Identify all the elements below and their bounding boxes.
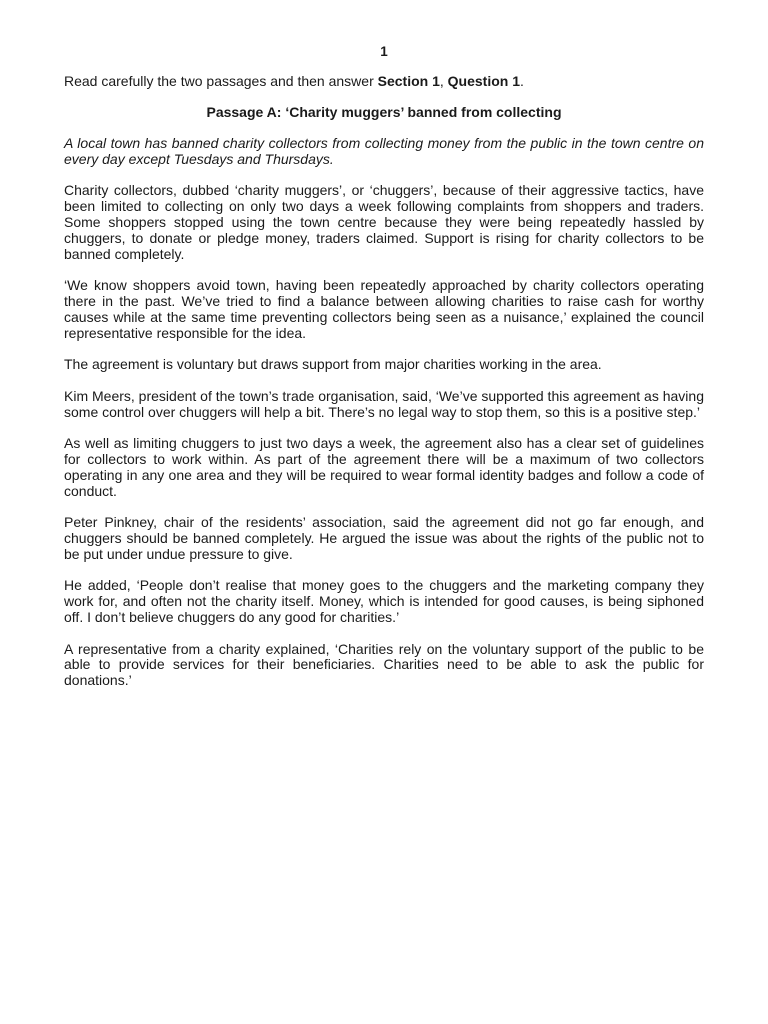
instruction-separator: ,: [439, 73, 448, 89]
passage-paragraph: As well as limiting chuggers to just two days a week, the agreement also has a clear set of guidelines for collectors to work within. As part of the agreement there will be a maximum of two collectors operating in any one area and they will be required to wear formal identity badges and follow a code of conduct.: [64, 435, 704, 499]
passage-paragraph: Peter Pinkney, chair of the residents’ association, said the agreement did not go far enough, and chuggers should be banned completely. He argued the issue was about the rights of the public not to be put under undue pressure to give.: [64, 514, 704, 562]
instruction-suffix: .: [520, 73, 524, 89]
passage-title: Passage A: ‘Charity muggers’ banned from collecting: [206, 104, 562, 120]
instruction-section: Section 1: [377, 73, 440, 89]
passage-paragraph: A representative from a charity explained, ‘Charities rely on the voluntary support of the public to be able to provide services for their beneficiaries. Charities need to be able to ask the public for donations.’: [64, 640, 704, 689]
page-number: 1: [380, 44, 388, 59]
passage-paragraph: The agreement is voluntary but draws support from major charities working in the area.: [64, 356, 602, 373]
passage-paragraph: Kim Meers, president of the town’s trade organisation, said, ‘We’ve supported this agreement as having some control over chuggers will help a bit. There’s no legal way to stop them, so this is a positive step.’: [64, 387, 704, 420]
passage-paragraph: He added, ‘People don’t realise that money goes to the chuggers and the marketing company they work for, and often not the charity itself. Money, which is intended for good causes, is being siphoned off. I don’t believe chuggers do any good for charities.’: [64, 577, 704, 625]
instruction-prefix: Read carefully the two passages and then answer: [64, 73, 378, 89]
passage-paragraph: Charity collectors, dubbed ‘charity muggers’, or ‘chuggers’, because of their aggressive tactics, have been limited to collecting on only two days a week following complaints from shoppers and traders. Some shoppers stopped using the town centre because they were being repeatedly hassled by chuggers, to donate or pledge money, traders claimed. Support is rising for charity collectors to be banned completely.: [64, 182, 704, 262]
passage-intro: A local town has banned charity collectors from collecting money from the public in the town centre on every day except Tuesdays and Thursdays.: [64, 135, 704, 167]
instruction-question: Question 1: [447, 73, 521, 89]
instruction-text: [64, 73, 704, 89]
passage-paragraph: ‘We know shoppers avoid town, having been repeatedly approached by charity collectors operating there in the past. We’ve tried to find a balance between allowing charities to raise cash for worthy causes while at the same time preventing collectors being seen as a nuisance,’ explained the council representative responsible for the idea.: [64, 277, 704, 341]
